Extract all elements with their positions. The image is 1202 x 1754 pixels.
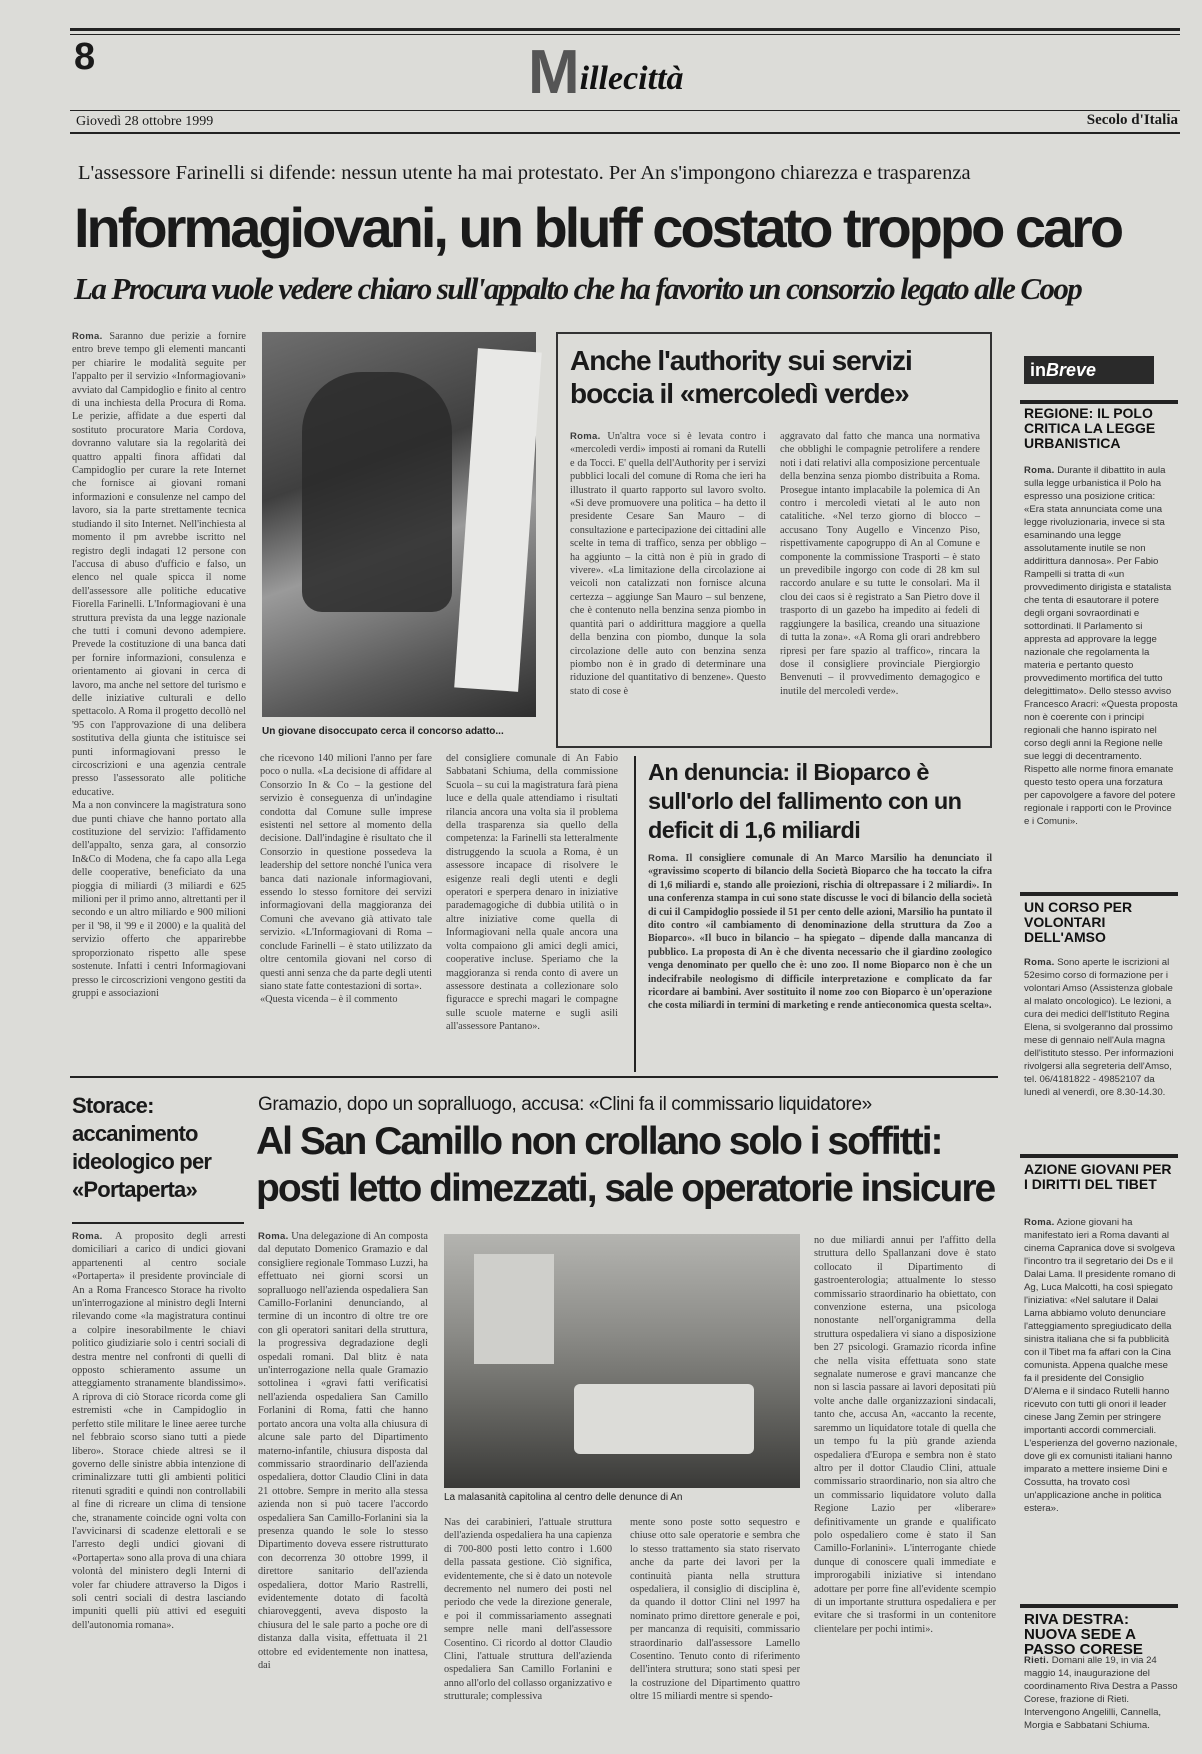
sidebar-in-breve [1010,332,1180,1732]
section-logo-initial: M [528,38,580,107]
dateline: Roma. [258,1231,289,1242]
san-camillo-headline: Al San Camillo non crollano solo i soffitti: posti letto dimezzati, sale operatorie insicure [256,1120,995,1210]
storace-text [72,1230,246,1722]
paragraph: Nas dei carabinieri, l'attuale struttura dell'azienda ospedaliera ha una capienza di 700-800 posti letto contro i 1.600 della passata gestione. Ciò significa, evidentemente, che si è dato un notevole decremento nel numero dei posti nel periodo che vede la direzione generale, e poi il commissariamento assegnati sempre nelle mani dell'assessore Cosentino. Ci ricordo al dottor Claudio Clini, l'attuale struttura dell'azienda ospedaliera San Camillo Forlanini e anno all'orlo del collasso organizzativo e strutturale; complessiva [444,1517,612,1703]
dateline: Roma. [1024,465,1055,476]
authority-box [556,332,992,748]
authority-headline: Anche l'authority sui servizi boccia il «mercoledì verde» [570,345,912,409]
in-breve-label-breve: Breve [1046,360,1097,380]
paragraph: aggravato dal fatto che manca una normativa che obblighi le compagnie petrolifere a rendere noti i dati relativi alla composizione percentuale della benzina senza piombo distribuita a Roma. Prosegue intanto implacabile la polemica di An contro i mercoledì vietati al le auto non catalitiche. «Nel terzo giorno di blocco – accusano Tony Augello e Vincenzo Piso, rispettivamente capogruppo di An al Comune e componente la commissione Trasporti – è stato un prevedibile ingorgo con code di 28 km sul raccordo anulare e su tutte le consolari. Ma il clou dei caos si è registrato a San Pietro dove il trasporto di un gazebo ha impedito ai fedeli di raggiungere la basilica, creando una situazione di tutta la zona». «A Roma gli orari andrebbero ripresi per fare spazio al traffico», rincara la dose il consigliere provinciale Piergiorgio Benvenuti – il provvedimento demagogico e inutile del mercoledì verde». [780,431,980,697]
in-breve-label-in: in [1030,360,1046,380]
main-headline: Informagiovani, un bluff costato troppo caro [74,196,1122,259]
brief-headline: UN CORSO PER VOLONTARI DELL'AMSO [1024,899,1133,945]
newspaper-name: Secolo d'Italia [1086,112,1178,128]
paragraph: Una delegazione di An composta dal deputato Domenico Gramazio e dal consigliere regionale Tommaso Luzzi, ha effettuato nei giorni scorsi un sopralluogo nell'azienda ospedaliera San Camillo-Forlanini denunciando, al termine di un incontro di oltre tre ore con gli operatori sanitari della struttura, la progressiva degradazione degli ospedali romani. Dal blitz è nata un'interrogazione nella quale Gramazio sottolinea i «gravi fatti verificatisi nell'azienda ospedaliera San Camillo Forlanini di Roma, fatti che hanno portato ancora una volta alla chiusura di alcune sale parto del Dipartimento materno-infantile, chiusura disposta dal commissario straordinario dell'azienda ospedaliera, dottor Claudio Clini in data 21 ottobre. Sempre in merito alla stessa azienda non si può tacere l'accordo ospedaliera San Camillo-Forlanini sia la presenza quando le sole lo stesso Dipartimento doveva essere ristrutturato con decorrenza 30 ottobre 1999, il direttore sanitario dell'azienda ospedaliera, dottor Mario Rastrelli, evidentemente dotato di facoltà chiaroveggenti, aveva disposto la chiusura del le sale parto a poche ore di distanza dalla visita, effettuata il 21 ottobre ed evidentemente non inattesa, dai [258,1231,429,1671]
paragraph: Un'altra voce si è levata contro i «mercoledì verdi» imposti ai romani da Rutelli e da Tocci. E' quella dell'Authority per i servizi pubblici locali del comune di Roma che ieri ha illustrato il quarto rapporto sul lavoro svolto. «Si deve promuovere una politica – ha detto il presidente Cesare San Mauro – di consultazione e partecipazione dei cittadini alle scelte in tema di traffico, senza per obbligo – ha aggiunto – la città non è più in grado di vivere». «La limitazione della circolazione ai veicoli non catalizzati non fornisce alcuna certezza – aggiunge San Mauro – sul benzene, che è contenuto nella benzina senza piombo in quantità pari o addirittura maggiore a quella della benzina con piombo, dunque la sola circolazione delle auto con benzina senza piombo non è in grado di determinare una riduzione del quantitativo di benzene». Questo stato di cose è [570,431,766,697]
hospital-bed-shape [574,1384,754,1454]
storace-headline: Storace: accanimento ideologico per «Portaperta» [72,1093,212,1202]
dateline: Roma. [1024,1217,1055,1228]
paragraph: Saranno due perizie a fornire entro breve tempo gli elementi mancanti per chiarire le modalità seguite per l'appalto per il servizio «Informagiovani» avviato dal Campidoglio e finito al centro di una inchiesta della Procura di Roma. Le perizie, affidate a due esperti dal sostituto procuratore Maria Cordova, dovranno valutare sia la regolarità dei quattro appalti finora affidati dal Campidoglio per curare la rete Internet che fornisce ai giovani romani informazioni e consulenze nel campo del lavoro, sia la parte strettamente tecnica studiando il sito Internet. Nell'inchiesta al momento il pm avrebbe iscritto nel registro degli indagati 12 persone con l'accusa di abuso d'ufficio e falso, un elenco nel quale spicca il nome dell'assessore alle politiche educative Fiorella Farinelli. L'Informagiovani è una struttura prevista da una legge nazionale che tutti i comuni devono adempiere. Prevede la costituzione di una banca dati per fornire informazioni, consulenza e orientamento ai giovani in cerca di lavoro, ma anche nel settore del turismo e delle iniziative culturali e dello spettacolo. A Roma il progetto decollò nel '95 con l'approvazione di una delibera sostitutiva della giunta che istituisce sei punti informagiovani presso le circoscrizioni e una agenzia centrale presso l'assessorato alle politiche educative. [72,331,246,798]
brief-headline: REGIONE: IL POLO CRITICA LA LEGGE URBANISTICA [1024,405,1156,451]
main-article-col2 [260,752,432,1060]
main-kicker: L'assessore Farinelli si difende: nessun utente ha mai protestato. Per An s'impongono chiarezza e trasparenza [78,162,971,184]
poster-shape [454,348,542,692]
brief-text [1024,1654,1178,1731]
section-logo-text: illecittà [579,60,684,97]
authority-col2 [780,430,980,738]
dateline: Roma. [648,853,679,864]
article-photo-hospital [444,1234,800,1488]
dateline: Roma. [570,431,601,442]
brief-headline: RIVA DESTRA: NUOVA SEDE A PASSO CORESE [1024,1611,1143,1658]
dateline: Roma. [1024,957,1055,968]
top-rule-thin [70,34,1180,35]
main-article-col1 [72,330,246,1060]
paragraph: «Questa vicenda – è il commento [260,994,398,1006]
date-rule-bottom [70,132,1180,134]
brief-text [1024,464,1178,886]
date-rule [70,110,1180,111]
paragraph: che ricevono 140 milioni l'anno per fare poco o nulla. «La decisione di affidare al Consorzio In & Co – la gestione del servizio è conseguenza di un'indagine condotta dal Comune sulle imprese esistenti nel settore al momento della decisione. Dall'indagine è risultato che il Consorzio in questione possedeva la leadership del settore nonché l'unica vera banca dati nazionale informagiovani, essendo lo stesso fornitore dei servizi informagiovani della maggioranza dei Comuni che avevano già attivato tale servizio. «L'Informagiovani di Roma – conclude Farinelli – è stato utilizzato da oltre centomila giovani nel corso di questi anni senza che da parte degli utenti siano state fatte contestazioni di sorta». [260,753,432,992]
san-camillo-kicker: Gramazio, dopo un sopralluogo, accusa: «Clini fa il commissario liquidatore» [258,1094,872,1115]
san-camillo-col2 [444,1516,612,1722]
bioparco-left-rule [634,756,636,1072]
paragraph: Azione giovani ha manifestato ieri a Roma davanti al cinema Capranica dove si svolgeva l'incontro tra il segretario dei Ds e il Dalai Lama. Il presidente romano di Ag, Luca Malcotti, ha così spiegato l'iniziativa: «Nel salutare il Dalai Lama abbiamo voluto denunciare l'atteggiamento spregiudicato della sinistra italiana che si fa pubblicità con il Tibet ma fa affari con la Cina comunista. Appena qualche mese fa il presidente del Consiglio D'Alema e il sindaco Rutelli hanno ricevuto con tutti gli onori il leader cinese Jang Zemin per stringere importanti accordi commerciali. L'esperienza del governo nazionale, dove gli ex comunisti italiani hanno imparato a mettere insieme Dini e Cossutta, ha trovato così un'applicazione anche in politica estera». [1024,1217,1178,1514]
hospital-photo-caption: La malasanità capitolina al centro delle denunce di An [444,1492,683,1503]
brief-text [1024,956,1178,1146]
photo-caption: Un giovane disoccupato cerca il concorso adatto... [262,726,504,737]
lower-section-rule [70,1076,998,1078]
brief-rule [1020,1154,1178,1158]
paragraph: Il consigliere comunale di An Marco Marsilio ha denunciato il «gravissimo scoperto di bilancio della Società Bioparco che ha toccato la cifra di 1,6 miliardi e, stando alle proiezioni, rischia di oltrepassare i 2 miliardi». In una conferenza stampa in cui sono state discusse le voci di bilancio della società di cui il Campidoglio possiede il 51 per cento delle azioni, Marsilio ha puntato il dito contro «il cambiamento di denominazione della struttura da Zoo a Bioparco». «Il buco in bilancio – ha spiegato – dipende dalla mancanza di pubblico. La proposta di An è che diventa necessario che il giardino zoologico venga denominato per quello che è: uno zoo. Il nome Bioparco non è che un indecifrabile neologismo di difficile interpretazione e complicato da far ricordare ai bambini. Aver sostituito il nome zoo con Bioparco è un'operazione che costa miliardi in termini di marketing e rende antieconomica questa scelta». [648,853,992,1012]
san-camillo-col4 [814,1234,996,1722]
dateline: Roma. [72,331,103,342]
bioparco-text [648,852,992,1072]
paragraph: no due miliardi annui per l'affitto della struttura dello Spallanzani dove è stato collocato il Dipartimento di gastroenterologia; attualmente lo stesso commissario straordinario ha obiettato, con convenzione esterna, una psicologa nonostante nell'organigramma della struttura ospedaliera vi siano a disposizione ben 27 psicologi. Gramazio ricorda infine che nella visita effettuata sono state segnalate numerose e gravi mancanze che non si lascia passare ai lavori depositati più volte anche dalle organizzazioni sindacali, tanto che, accusa An, «accanto la recente, saremmo un liquidatore totale di quella che un tempo fu la più grande azienda ospedaliera d'Europa e sembra non è stato altro per il dottor Claudio Clini, attuale commissario straordinario, non sia altro che un commissario liquidatore voluto dalla Regione Lazio per «liberare» definitivamente un grande e qualificato polo ospedaliero come è stato il San Camillo-Forlanini». L'interrogante chiede dunque di conoscere quali immediate e improrogabili iniziative si intendano adottare per porre fine all'evidente scempio di un importante struttura ospedaliera e per evitare che si trasformi in un contenitore clientelare per pochi intimi». [814,1235,996,1635]
paragraph: del consigliere comunale di An Fabio Sabbatani Schiuma, della commissione Scuola – su cui la magistratura farà piena luce e della quale attendiamo i risultati rilancia ancora una volta sia il problema della trasparenza sia quello della competenza: la Farinelli sta letteralmente distruggendo la scuola a Roma, è un assessore incapace di risolvere le esigenze reali degli utenti e degli operatori e sperpera denaro in iniziative parademagogiche di dubbia utilità o in altre iniziative come quella di Informagiovani nella quale ancora una volta compaiono gli amici degli amici, cooperative incluse. Speriamo che la maggioranza si renda conto di avere un assessore destinata a collezionare solo figuracce e sprechi magari le compagne sulle scuole materne e sugli asili all'assessore Pantano». [446,753,618,1033]
brief-rule [1020,400,1178,404]
page-number: 8 [74,36,95,78]
authority-col1 [570,430,766,738]
dateline: Roma. [72,1231,103,1242]
person-shape [302,372,452,612]
bioparco-headline: An denuncia: il Bioparco è sull'orlo del fallimento con un deficit di 1,6 miliardi [648,759,962,843]
san-camillo-col1 [258,1230,428,1722]
storace-rule [72,1222,244,1224]
window-shape [474,1254,554,1364]
brief-headline: AZIONE GIOVANI PER I DIRITTI DEL TIBET [1024,1161,1172,1192]
san-camillo-col3 [630,1516,800,1722]
issue-date: Giovedì 28 ottobre 1999 [76,114,214,129]
dateline: Rieti. [1024,1655,1050,1666]
paragraph: mente sono poste sotto sequestro e chiuse otto sale operatorie e sembra che lo stesso trattamento sia stato riservato anche da parte dei lavori per la continuità pianta nella struttura ospedaliera, il consiglio di disciplina è, da quando il dottor Clini nel 1997 ha nominato primo direttore generale e poi, per mancanza di requisiti, commissario straordinario dall'assessore Lamello Cosentino. Tenuto conto di riferimento dell'intera struttura; sono stati spesi per la costruzione del Dipartimento quattro oltre 15 miliardi mentre si spendo- [630,1517,800,1703]
brief-rule [1020,1604,1178,1608]
top-rule [70,28,1180,31]
main-subheadline: La Procura vuole vedere chiaro sull'appalto che ha favorito un consorzio legato alle Coop [74,271,1082,306]
brief-text [1024,1216,1178,1596]
paragraph: Ma a non convincere la magistratura sono due punti chiave che hanno portato alla costituzione del servizio: l'affidamento dell'appalto, senza gara, al consorzio In&Co di Modena, che fa capo alla Lega delle cooperative, beneficiato da una pioggia di miliardi (3 miliardi e 625 milioni per il primo anno, altrettanti per il secondo e un altro miliardo e 900 milioni per il '98, il '99 e il 2000) e la qualità del servizio offerto che apparirebbe sproporzionato rispetto alle spese sostenute. Infatti i centri Informagiovani presso le circoscrizioni vengono gestiti da gruppi e associazioni [72,800,246,999]
paragraph: A proposito degli arresti domiciliari a carico di undici giovani appartenenti al centro sociale «Portaperta» il presidente provinciale di An a Roma Francesco Storace ha rivolto un'interrogazione al ministro degli Interni rilevando come «la magistratura continui a colpire inesorabilmente le chiavi politico giudiziarie solo i centri sociali di destra mentre nel confronti di quelli di opposto schieramento assume un atteggiamento stranamente blandissimo». A riprova di ciò Storace ricorda come gli estremisti «che in Campidoglio in perfetto stile militare le linee aeree turche nel febbraio scorso siano tutti a piede libero». Storace chiede altresì se il governo delle sinistre abbia intenzione di criminalizzare tutti gli ambienti politici ritenuti sgraditi e quindi non controllabili al fine di ricreare un clima di tensione che, stranamente coincide ogni volta con l'avvicinarsi di scadenze elettorali e se l'arresto degli undici giovani di «Portaperta» sono alla prova di una chiara volontà del ministero degli Interni di voler far chiudere attraverso la Digos i soli centri sociali di destra lasciando impuniti quelli più attivi ed eseguiti dell'autonomia romana». [72,1231,246,1631]
main-article-col3 [446,752,618,1060]
paragraph: Domani alle 19, in via 24 maggio 14, inaugurazione del coordinamento Riva Destra a Passo Corese, frazione di Rieti. Intervengono Angelilli, Cannella, Morgia e Sabbatani Schiuma. [1024,1655,1178,1731]
in-breve-label [1024,356,1154,384]
section-logo [528,38,684,107]
brief-rule [1020,892,1178,896]
article-photo-job-seeker [262,332,536,717]
paragraph: Durante il dibattito in aula sulla legge urbanistica il Polo ha espresso una posizione critica: «Era stata annunciata come una legge rivoluzionaria, invece si sta esaminando una legge assolutamente inutile se non addirittura dannosa». Per Fabio Rampelli si tratta di «un provvedimento dirigista e statalista che tenta di esautorare il potere degli organi sovraordinati e sottordinati. Il Parlamento si appresta ad approvare la legge nazionale che regolamenta la materia e pertanto questo provvedimento mortifica del tutto delegittimato». Dello stesso avviso Francesco Aracri: «Questa proposta non è coerente con i principi regionali che hanno ispirato nel corso degli anni la Regione nelle sue leggi di decentramento. Rispetto alle norme finora emanate questo testo opera una forzatura per capovolgere a favore del potere regionale i rapporti con le Province e i Comuni». [1024,465,1178,827]
paragraph: Sono aperte le iscrizioni al 52esimo corso di formazione per i volontari Amso (Assistenza globale al malato oncologico). Le lezioni, a cura dei medici dell'Istituto Regina Elena, si svolgeranno dal prossimo mese di gennaio nell'Aula magna dell'istituto stesso. Per informazioni rivolgersi alla segreteria dell'Amso, tel. 06/4181822 - 49852107 da lunedì al venerdì, ore 8.30-14.30. [1024,957,1174,1098]
